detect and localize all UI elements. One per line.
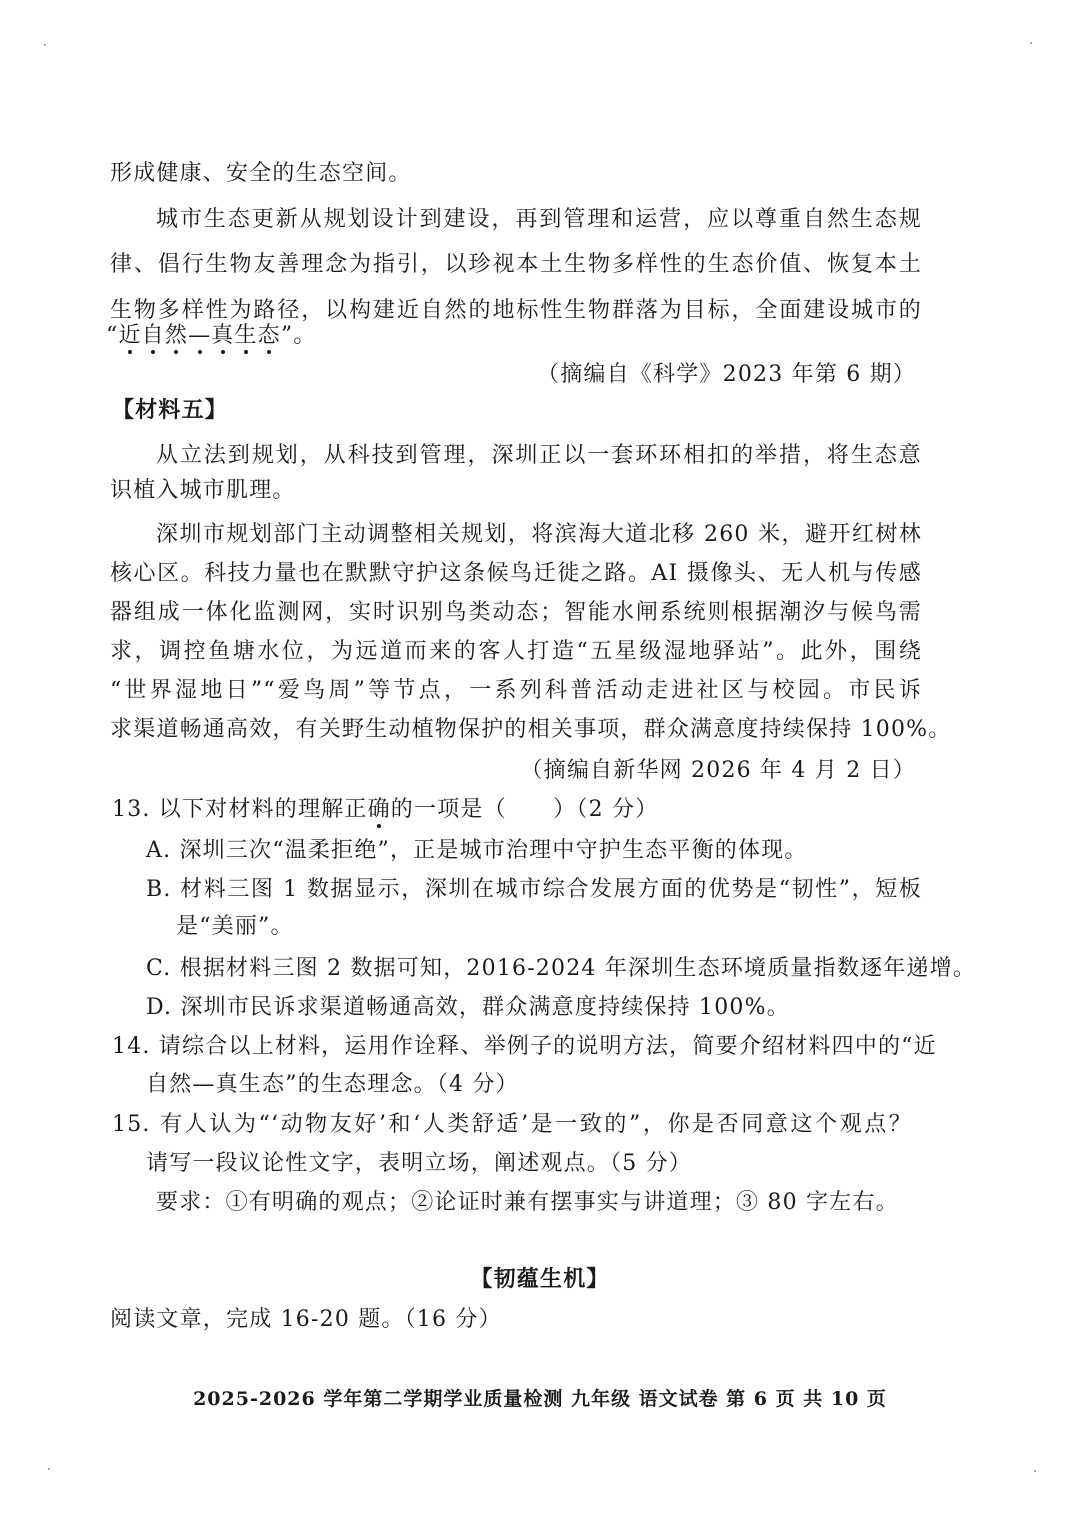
emphasis-char: 自 [141,323,165,348]
scan-speck [1030,42,1032,44]
scan-speck [48,1468,50,1470]
question-14-continued: 自然—真生态”的生态理念。（4 分） [146,1072,519,1097]
emphasis-char: 生 [234,323,258,348]
close-quote: ”。 [280,323,317,348]
section-title: 【韧蕴生机】 [470,1267,610,1292]
source-citation: （摘编自《科学》2023 年第 6 期） [537,362,916,387]
text-line: 识植入城市肌理。 [110,478,296,503]
text-line: 从立法到规划，从科技到管理，深圳正以一套环环相扣的举措，将生态意 [156,443,922,468]
page-footer: 2025-2026 学年第二学期学业质量检测 九年级 语文试卷 第 6 页 共 10 页 [193,1388,887,1410]
text-line: 求渠道畅通高效，有关野生动植物保护的相关事项，群众满意度持续保持 100%。 [110,717,952,742]
question-15-requirements: 要求：①有明确的观点；②论证时兼有摆事实与讲道理；③ 80 字左右。 [156,1190,899,1215]
text-line: 深圳市规划部门主动调整相关规划，将滨海大道北移 260 米，避开红树林 [156,522,922,547]
emphasis-char: 近 [118,323,142,348]
text-line: 核心区。科技力量也在默默守护这条候鸟迁徙之路。AI 摄像头、无人机与传感 [110,561,922,586]
question-15-continued: 请写一段议论性文字，表明立场，阐述观点。（5 分） [146,1151,692,1176]
reading-instruction: 阅读文章，完成 16-20 题。（16 分） [110,1307,502,1332]
question-13-stem: 13. 以下对材料的理解正确的一项是（ ）（2 分） [112,797,659,822]
text-line: 器组成一体化监测网，实时识别鸟类动态；智能水闸系统则根据潮汐与候鸟需 [110,600,922,625]
text-line: 律、倡行生物友善理念为指引，以珍视本土生物多样性的生态价值、恢复本土 [110,252,922,277]
open-quote: “ [106,323,119,348]
option-b-continued: 是“美丽”。 [176,914,294,939]
emphasis-char: 真 [211,323,235,348]
question-15: 15. 有人认为“‘动物友好’和‘人类舒适’是一致的”，你是否同意这个观点？ [112,1112,912,1137]
option-d: D. 深圳市民诉求渠道畅通高效，群众满意度持续保持 100%。 [146,995,790,1020]
emphasis-char: 态 [257,323,281,348]
emphasized-phrase-line [106,322,317,350]
text-line: 求，调控鱼塘水位，为远道而来的客人打造“五星级湿地驿站”。此外，围绕 [110,639,922,664]
emphasis-char: 确 [367,797,391,822]
text-line: 生物多样性为路径，以构建近自然的地标性生物群落为目标，全面建设城市的 [110,298,922,323]
scan-speck [1034,1470,1036,1472]
emphasis-char: — [188,323,212,348]
option-a: A. 深圳三次“温柔拒绝”，正是城市治理中守护生态平衡的体现。 [146,838,808,863]
section-heading: 【材料五】 [112,398,229,423]
option-c: C. 根据材料三图 2 数据可知，2016-2024 年深圳生态环境质量指数逐年递增。 [146,956,977,981]
source-citation: （摘编自新华网 2026 年 4 月 2 日） [520,758,916,783]
text-line: 城市生态更新从规划设计到建设，再到管理和运营，应以尊重自然生态规 [156,207,922,232]
text-line: “世界湿地日”“爱鸟周”等节点，一系列科普活动走进社区与校园。市民诉 [110,678,922,703]
text-line: 形成健康、安全的生态空间。 [110,161,412,186]
option-b: B. 材料三图 1 数据显示，深圳在城市综合发展方面的优势是“韧性”，短板 [146,877,922,902]
emphasis-char: 然 [164,323,189,348]
scan-speck [44,44,46,46]
question-14: 14. 请综合以上材料，运用作诠释、举例子的说明方法，简要介绍材料四中的“近 [112,1034,937,1059]
